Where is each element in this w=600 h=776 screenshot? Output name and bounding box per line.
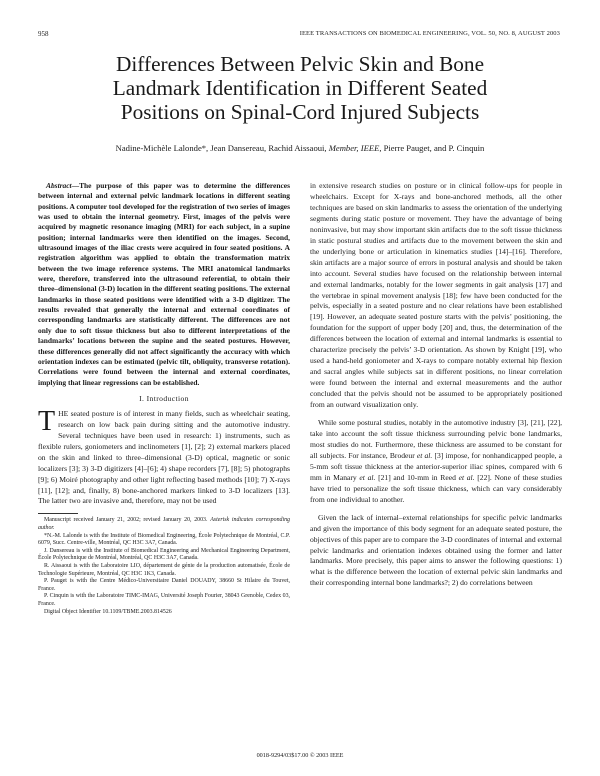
- footnote-pauget: P. Pauget is with the Centre Médico-Universitaire Daniel DOUADY, 38660 St Hilaire du Touvet, France.: [38, 578, 290, 592]
- abstract-label: Abstract: [46, 181, 72, 190]
- authors-main: Nadine-Michèle Lalonde*, Jean Dansereau, Rachid Aissaoui,: [115, 143, 329, 153]
- footnote-aissaoui: R. Aissaoui is with the Laboratoire LIO, département de génie de la production automatisée, École de Technologie Supérieure, Montréal, QC H3C 1K3, Canada.: [38, 562, 290, 577]
- copyright-code: 0018-9294/03$17.00 © 2003 IEEE: [256, 752, 344, 759]
- authors-member: Member, IEEE: [328, 143, 380, 153]
- footnote-rule: [38, 513, 78, 514]
- running-header: [0, 30, 600, 44]
- p2-etal-3: et al.: [458, 472, 475, 482]
- title-line-2: Landmark Identification in Different Seated: [112, 76, 488, 100]
- left-column: [38, 181, 290, 616]
- p2-text-a: While some postural studies, notably in the automotive industry [3], [21], [22], take into account the soft tissue thickness surrounding pelvic bone landmarks, most studies do not. Furthermore, these thickness are assumed to be constant for all subjects. For instance, Brodeur: [310, 418, 562, 460]
- paper-title: [40, 52, 560, 124]
- footnote-received: [38, 517, 290, 532]
- p2-text-g: [22]. None of these studies have tried to personalize the soft tissue thickness, which can vary considerably from one individual to another.: [310, 472, 563, 504]
- introduction-paragraph: [38, 405, 290, 508]
- title-line-3: Positions on Spinal-Cord Injured Subjects: [120, 100, 480, 124]
- p2-etal-2: et al.: [359, 472, 376, 482]
- right-paragraph-1: in extensive research studies on posture or in clinical follow-ups for people in wheelchairs. Except for X-rays and bone-anchored methods, all the other techniques are based on skin landmarks to assess the orientation of the underlying segments during static posture or movement. They have the advantage of being noninvasive, but may show important skin artifacts due to the soft tissue thickness in static postural studies and artifacts due to the movement between the skin and the underlying bone or articulation in kinematics studies [14]–[16]. Therefore, skin artifacts are a major source of errors in postural analysis and should be taken into account. Several studies have focused on the relationship between internal and external landmarks, notably for the lower segments in gait analysis [17] and the vertebrae in spinal movement analysis [18]; few have been conducted for the pelvis, especially in a seated posture and no clear relations have been established [19]. However, an adequate seated posture starts with the pelvis’ positioning, the foundation for the support of upper body [20] and, thus, the determination of the differences between the location of external and internal landmarks is essential to characterize precisely the pelvis’ 3-D orientation. As shown by Knight [19], who used a hand-held goniometer and X-rays to compare notably external hip flexion and sacral angles while subjects sat in different positions, no linear correlation were found between the internal and external measurements and the author concluded that the pelvis should not be assumed to be appropriately positioned from an outward visualization only.: [310, 181, 562, 410]
- footnote-lalonde: *N.-M. Lalonde is with the Institute of Biomedical Engineering, École Polytechnique de Montréal, C.P. 6079, Succ. Centre-ville, Montréal, QC H3C 3A7, Canada.: [38, 532, 290, 547]
- journal-line: IEEE TRANSACTIONS ON BIOMEDICAL ENGINEERING, VOL. 50, NO. 8, AUGUST 2003: [299, 30, 560, 37]
- introduction-text: HE seated posture is of interest in many fields, such as wheelchair seating, research on low back pain during sitting and the automotive industry. Several techniques have been used in research: 1) instruments, such as flexible rulers, goniometers and inclinometers [1], [2]; 2) external markers placed on the skin and linked to three–dimensional (3-D) optical, magnetic or sonic localizers [3]; 3) 3-D digitizers [4]–[6]; 4) shape recorders [7], [8]; 5) photographs [9]; 6) Moiré photography and other light reflecting based methods [10]; 7) X-rays [11], [12]; and, finally, 8) bone-anchored markers linked to 3-D localizers [13]. The latter two are invasive and, therefore, may not be used: [38, 408, 290, 506]
- right-paragraph-2: [310, 418, 562, 506]
- p2-text-c: [3] impose, for nonhandicapped people, a 5-mm soft tissue thickness at the anterior-superior iliac spines, compared with 6 mm in Manary: [310, 450, 563, 482]
- title-line-1: Differences Between Pelvic Skin and Bone: [115, 52, 485, 76]
- footnote-cinquin: P. Cinquin is with the Laboratoire TIMC-IMAG, Université Joseph Fourier, 38043 Grenoble, Cedex 03, France.: [38, 593, 290, 607]
- author-list: [40, 143, 560, 153]
- p2-etal-1: et al.: [416, 450, 433, 460]
- footnote-dansereau: J. Dansereau is with the Institute of Biomedical Engineering and Mechanical Engineering Department, École Polytechnique de Montréal, Montréal, QC H3C 3A7, Canada.: [38, 547, 290, 562]
- p2-text-e: [21] and 10-mm in Reed: [375, 472, 459, 482]
- footnote-asterisk-note: Asterisk indicates corresponding author.: [38, 517, 290, 531]
- footnote-doi: Digital Object Identifier 10.1109/TBME.2003.814526: [44, 608, 172, 615]
- page-number: 958: [38, 30, 49, 38]
- authors-rest: , Pierre Pauget, and P. Cinquin: [379, 143, 485, 153]
- right-column: [310, 181, 562, 589]
- drop-cap: T: [38, 405, 56, 437]
- right-paragraph-3: Given the lack of internal–external relationships for specific pelvic landmarks and given the importance of this body segment for an adequate seated posture, the objectives of this paper are to compare the 3-D coordinates of internal and external pelvic landmarks and orientation indexes obtained using the former and latter landmarks. More precisely, this paper aims to answer the following questions: 1) what is the difference between the location of external pelvic skin landmarks and their corresponding internal bone landmarks?; 2) do correlations between: [310, 512, 562, 588]
- section-heading-introduction: I. Introduction: [139, 393, 189, 403]
- abstract-text: —The purpose of this paper was to determine the differences between internal and external pelvic landmark locations in different seating positions. A computer tool developed for the registration of two series of images was used to obtain the internal geometry. First, images of the pelvis were acquired by magnetic resonance imaging (MRI) for each subject, in a supine position; internal landmarks were then identified on the images. Second, ultrasound images of the iliac crests were acquired in four seated positions. A registration algorithm was applied to obtain the transformation matrix between the two image reference systems. The MRI anatomical landmarks were, therefore, transferred into the ultrasound referential, to obtain their three–dimensional (3-D) location in the different seating positions. The external landmarks in those seated positions were identified with a 3-D digitizer. The results revealed that generally the internal and external coordinates of corresponding landmarks are statistically different. The differences are not only due to soft tissue thickness but also to different interpretations of the landmarks’ locations between the supine and the seated postures. However, these differences generally did not affect significantly the accuracy with which orientation indexes can be estimated (pelvic tilt, obliquity, transverse rotation). Correlations were found between the internal and external coordinates, implying that linear regressions can be established.: [38, 181, 290, 387]
- abstract: [38, 181, 290, 388]
- footnote-received-text: Manuscript received January 21, 2002; revised January 20, 2003.: [44, 517, 211, 524]
